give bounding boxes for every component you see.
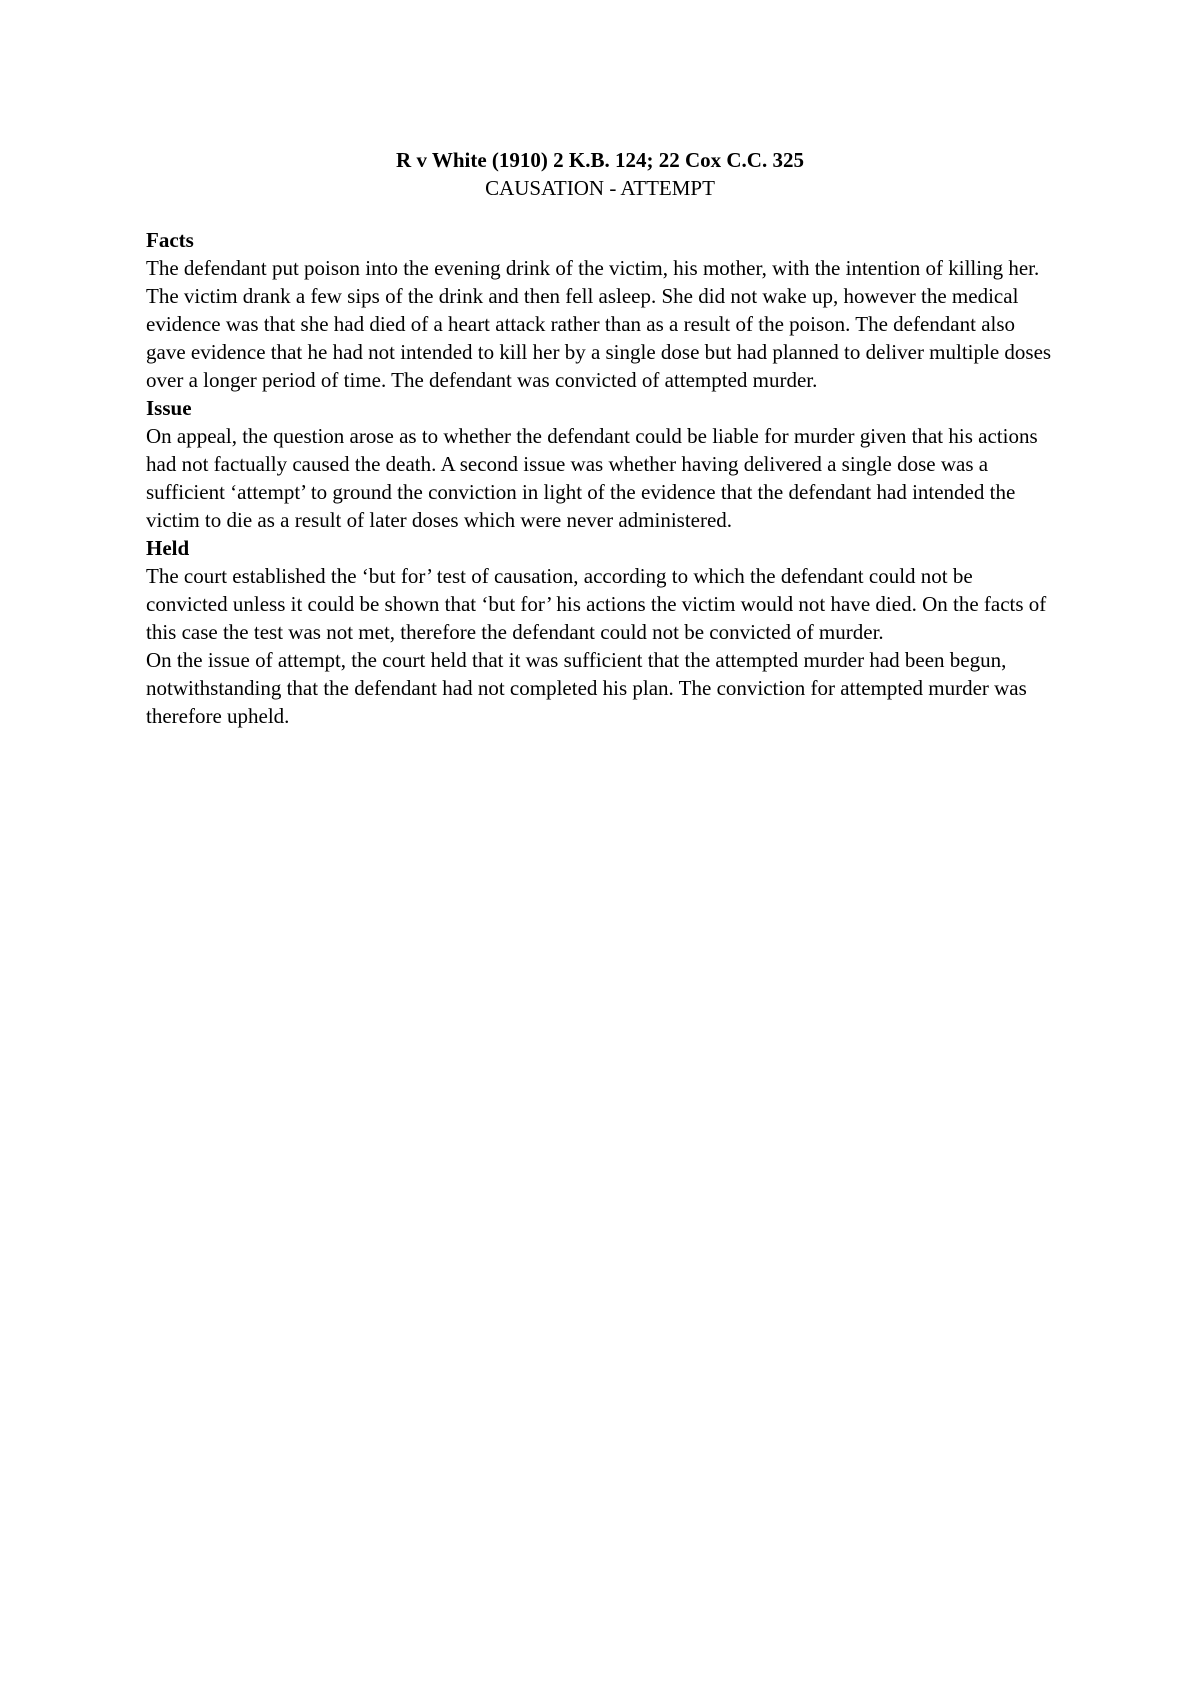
section-paragraph: On the issue of attempt, the court held that it was sufficient that the attempted murder had been begun, notwithstanding that the defendant had not completed his plan. The conviction for attempted murder was therefore upheld. bbox=[146, 648, 1027, 728]
section-facts bbox=[146, 226, 1054, 394]
section-heading: Held bbox=[146, 536, 190, 560]
section-heading: Facts bbox=[146, 228, 194, 252]
document-content bbox=[146, 146, 1054, 730]
case-topic: CAUSATION - ATTEMPT bbox=[485, 176, 715, 200]
section-held bbox=[146, 534, 1054, 730]
section-paragraph: The court established the ‘but for’ test of causation, according to which the defendant could not be convicted unless it could be shown that ‘but for’ his actions the victim would not have died. On the facts of this case the test was not met, therefore the defendant could not be convicted of murder. bbox=[146, 564, 1047, 644]
section-paragraph: The defendant put poison into the evening drink of the victim, his mother, with the intention of killing her. The victim drank a few sips of the drink and then fell asleep. She did not wake up, however the medical evidence was that she had died of a heart attack rather than as a result of the poison. The defendant also gave evidence that he had not intended to kill her by a single dose but had planned to deliver multiple doses over a longer period of time. The defendant was convicted of attempted murder. bbox=[146, 256, 1052, 392]
section-paragraph: On appeal, the question arose as to whether the defendant could be liable for murder given that his actions had not factually caused the death. A second issue was whether having delivered a single dose was a sufficient ‘attempt’ to ground the conviction in light of the evidence that the defendant had intended the victim to die as a result of later doses which were never administered. bbox=[146, 424, 1038, 532]
title-block bbox=[146, 146, 1054, 202]
section-heading: Issue bbox=[146, 396, 192, 420]
case-citation: R v White (1910) 2 K.B. 124; 22 Cox C.C. 325 bbox=[396, 148, 804, 172]
section-issue bbox=[146, 394, 1054, 534]
